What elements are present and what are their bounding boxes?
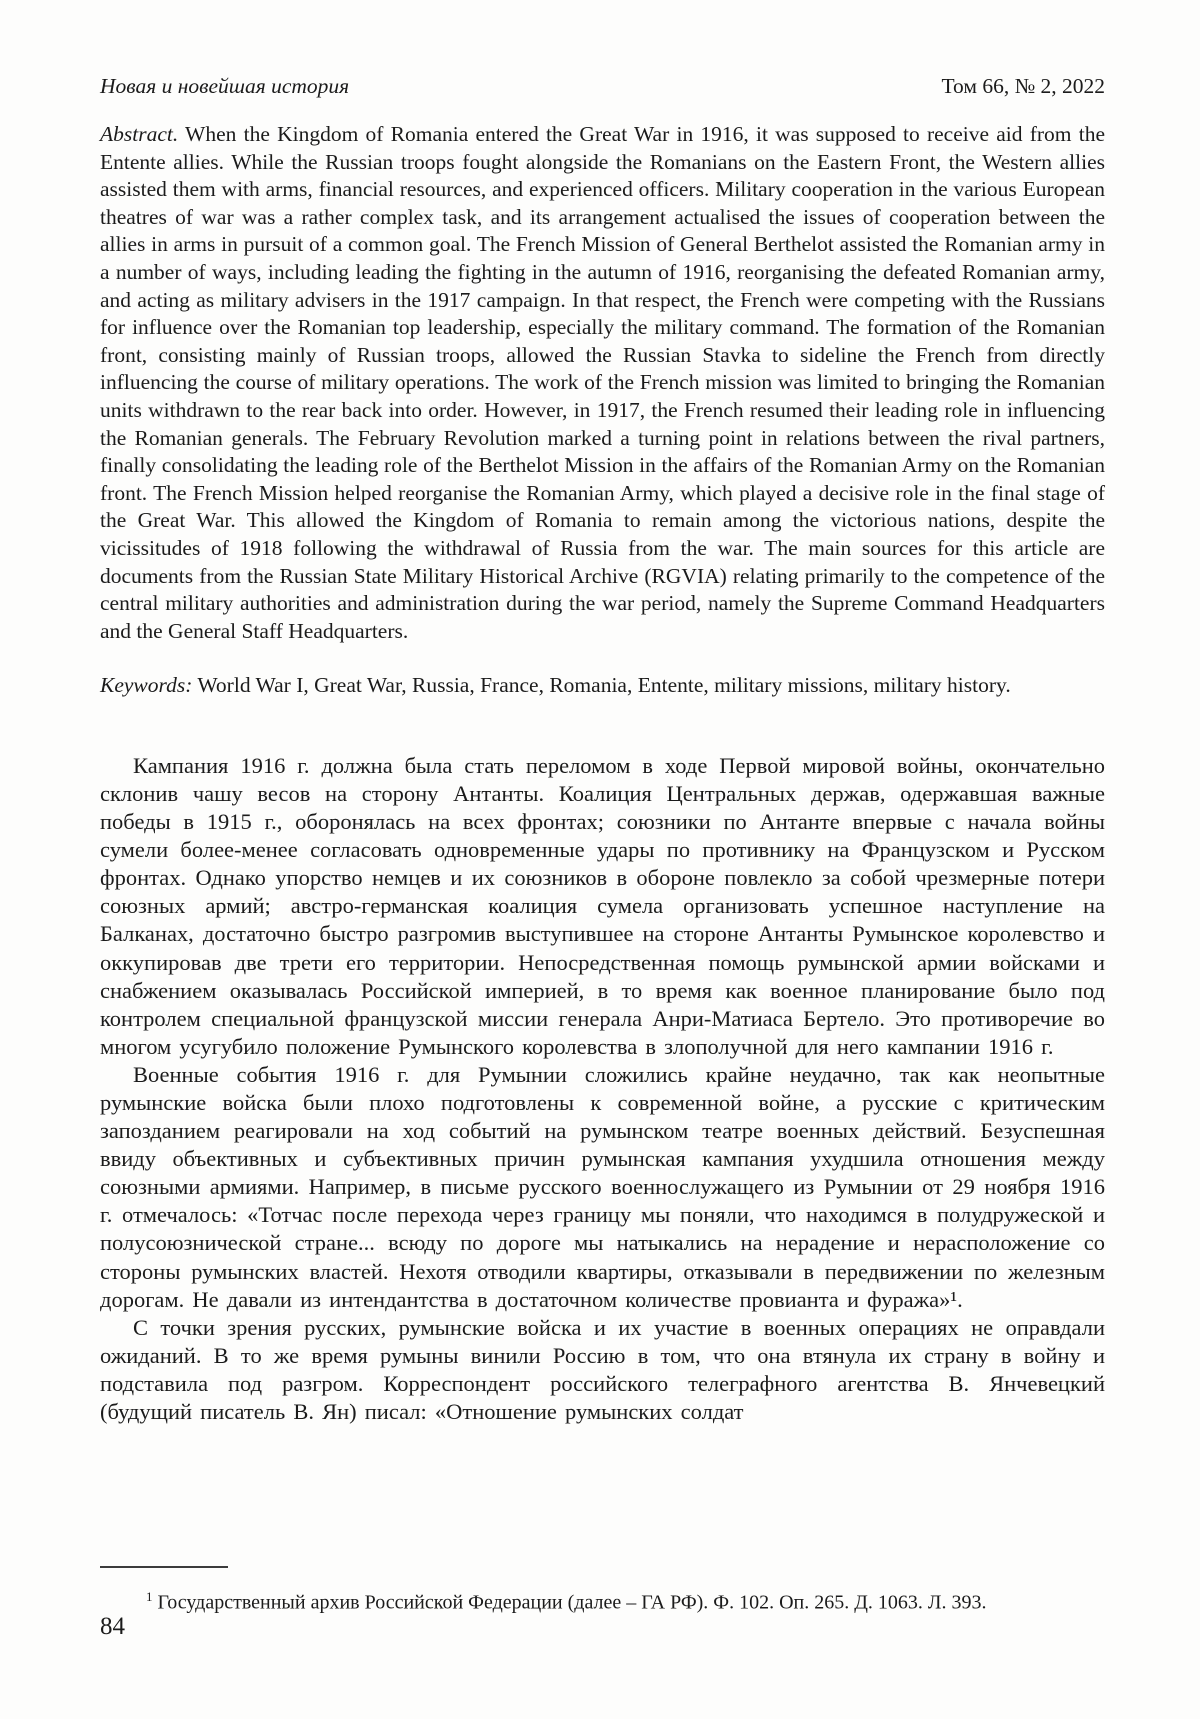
body-paragraph: Кампания 1916 г. должна была стать переломом в ходе Первой мировой войны, окончательно склонив чашу весов на сторону Антанты. Коалиция Центральных держав, одержавшая важные победы в 1915 г., оборонялась на всех фронтах; союзники по Антанте впервые с начала войны сумели более-менее согласовать одновременные удары по противнику на Французском и Русском фронтах. Однако упорство немцев и их союзников в обороне повлекло за собой чрезмерные потери союзных армий; австро-германская коалиция сумела организовать успешное наступление на Балканах, достаточно быстро разгромив выступившее на стороне Антанты Румынское королевство и оккупировав две трети его территории. Непосредственная помощь румынской армии войсками и снабжением оказывалась Российской империей, в то время как военное планирование было под контролем специальной французской миссии генерала Анри-Матиаса Бертело. Это противоречие во многом усугубило положение Румынского королевства в злополучной для него кампании 1916 г. xyxy=(100,752,1105,1059)
article-body xyxy=(100,752,1105,1426)
body-paragraph: Военные события 1916 г. для Румынии сложились крайне неудачно, так как неопытные румынские войска были плохо подготовлены к современной войне, а русские с критическим запозданием реагировали на ход событий на румынском театре военных действий. Безуспешная ввиду объективных и субъективных причин румынская кампания ухудшила отношения между союзными армиями. Например, в письме русского военнослужащего из Румынии от 29 ноября 1916 г. отмечалось: «Тотчас после перехода через границу мы поняли, что находимся в полудружеской и полусоюзнической стране... всюду по дороге мы натыкались на нерадение и нерасположение со стороны румынских властей. Нехотя отводили квартиры, отказывали в передвижении по железным дорогам. Не давали из интендантства в достаточном количестве провианта и фуража»¹. xyxy=(100,1061,1105,1312)
issue-info: Том 66, № 2, 2022 xyxy=(941,74,1105,98)
page-content xyxy=(100,121,1105,1426)
footnote-separator-rule xyxy=(100,1566,228,1568)
footnote-marker: 1 xyxy=(146,1589,153,1604)
abstract-label: Abstract. xyxy=(100,122,179,146)
footnote xyxy=(100,1584,1105,1616)
page-number: 84 xyxy=(100,1613,125,1640)
page-header xyxy=(100,74,1105,99)
keywords-paragraph xyxy=(100,672,1105,700)
abstract-paragraph xyxy=(100,121,1105,645)
keywords-label: Keywords: xyxy=(100,673,193,698)
abstract-text: When the Kingdom of Romania entered the Great War in 1916, it was supposed to receive aid from the Entente allies. While the Russian troops fought alongside the Romanians on the Eastern Front, the Western allies assisted them with arms, financial resources, and experienced officers. Military cooperation in the various European theatres of war was a rather complex task, and its arrangement actualised the issues of cooperation between the allies in arms in pursuit of a common goal. The French Mission of General Berthelot assisted the Romanian army in a number of ways, including leading the fighting in the autumn of 1916, reorganising the defeated Romanian army, and acting as military advisers in the 1917 campaign. In that respect, the French were competing with the Russians for influence over the Romanian top leadership, especially the military command. The formation of the Romanian front, consisting mainly of Russian troops, allowed the Russian Stavka to sideline the French from directly influencing the course of military operations. The work of the French mission was limited to bringing the Romanian units withdrawn to the rear back into order. However, in 1917, the French resumed their leading role in influencing the Romanian generals. The February Revolution marked a turning point in relations between the rival partners, finally consolidating the leading role of the Berthelot Mission in the affairs of the Romanian Army on the Romanian front. The French Mission helped reorganise the Romanian Army, which played a decisive role in the final stage of the Great War. This allowed the Kingdom of Romania to remain among the victorious nations, despite the vicissitudes of 1918 following the withdrawal of Russia from the war. The main sources for this article are documents from the Russian State Military Historical Archive (RGVIA) relating primarily to the competence of the central military authorities and administration during the war period, namely the Supreme Command Headquarters and the General Staff Headquarters. xyxy=(100,122,1105,643)
footnote-text: Государственный архив Российской Федерации (далее – ГА РФ). Ф. 102. Оп. 265. Д. 1063. Л. 393. xyxy=(152,1591,987,1614)
keywords-text: World War I, Great War, Russia, France, Romania, Entente, military missions, military history. xyxy=(192,673,1011,698)
journal-title: Новая и новейшая история xyxy=(100,74,350,98)
body-paragraph: С точки зрения русских, румынские войска и их участие в военных операциях не оправдали ожиданий. В то же время румыны винили Россию в том, что она втянула их страну в войну и подставила под разгром. Корреспондент российского телеграфного агентства В. Янчевецкий (будущий писатель В. Ян) писал: «Отношение румынских солдат xyxy=(100,1314,1105,1425)
